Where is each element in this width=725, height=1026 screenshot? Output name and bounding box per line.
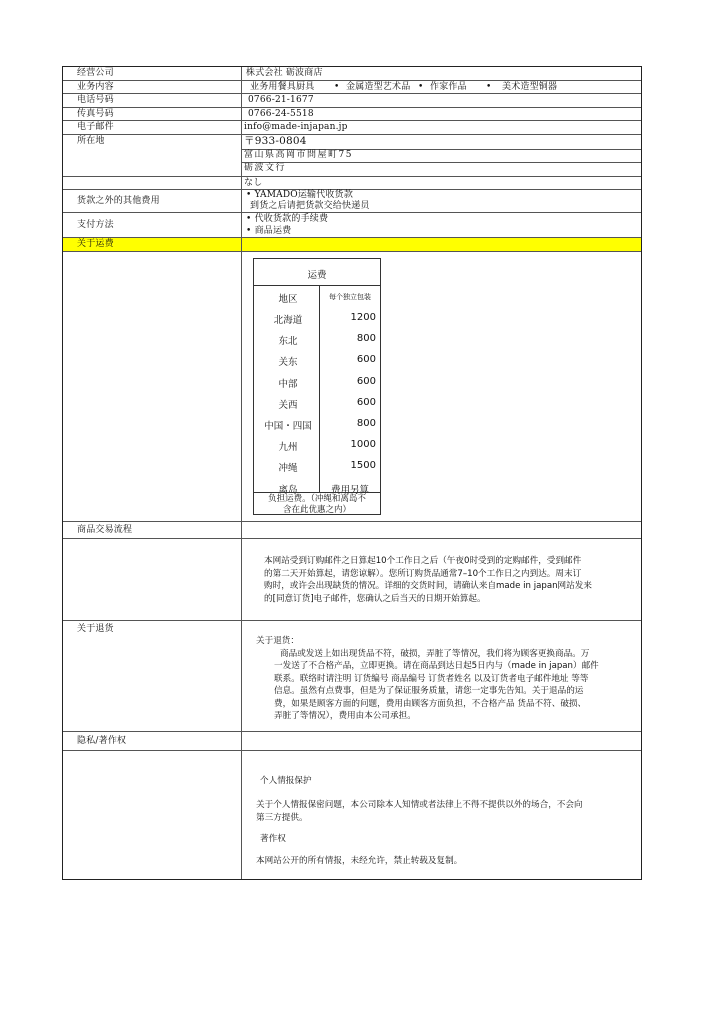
none-value: なし [244, 178, 263, 188]
row-address [63, 135, 641, 176]
row-payment [63, 213, 641, 238]
company-label: 经营公司 [77, 68, 114, 78]
row-business [63, 81, 641, 94]
fee-row-price: 1500 [350, 460, 376, 472]
fee-table-note-line: 含在此优惠之内） [282, 505, 351, 515]
phone-label: 电话号码 [77, 95, 114, 105]
flow-label: 商品交易流程 [77, 525, 133, 535]
business-item: 美术造型铜器 [502, 82, 558, 92]
flow-line: 本网站受到订购邮件之日算起10个工作日之后（午夜0时受到的定购邮件，受到邮件 [264, 556, 582, 566]
row-privacy-content [63, 751, 641, 879]
address-line2: 砺波文行 [244, 163, 287, 173]
row-none [63, 176, 641, 190]
company-value: 株式会社 砺波商店 [246, 68, 323, 78]
payment-line1: • 代收货款的手续费 [246, 214, 329, 224]
returns-line: 联系。联络时请注明 订货编号 商品编号 订货者姓名 以及订货者电子邮件地址 等等 [274, 673, 589, 684]
address-label: 所在地 [77, 136, 105, 146]
email-label: 电子邮件 [77, 122, 114, 132]
flow-line: 购时，或许会出现缺货的情况。详细的交货时间，请确认来自made in japan网站发来 [264, 581, 592, 591]
business-item: 金属造型艺术品 [346, 82, 411, 92]
fee-row-region: 关西 [278, 399, 298, 411]
fee-row-region: 离岛 [278, 484, 298, 496]
flow-line: 的[同意订货]电子邮件，您确认之后当天的日期开始算起。 [264, 593, 486, 604]
fax-label: 传真号码 [77, 109, 114, 119]
privacy-heading-copyright: 著作权 [260, 834, 286, 844]
other-fees-label: 货款之外的其他费用 [77, 196, 160, 206]
privacy-text-line: 第三方提供。 [256, 812, 308, 823]
fee-table-col-region: 地区 [278, 294, 298, 305]
row-flow-content [63, 539, 641, 621]
fee-table-note [258, 494, 376, 516]
fee-row-region: 东北 [278, 336, 298, 348]
fee-row-price: 600 [356, 396, 376, 408]
fee-row-region: 冲绳 [278, 463, 298, 475]
privacy-copyright-text: 本网站公开的所有情报，未经允许，禁止转载及复制。 [256, 856, 463, 866]
row-flow-header [63, 522, 641, 539]
business-bullet: • [418, 82, 424, 92]
shipping-fee-table [253, 258, 381, 515]
returns-line: 一发送了不合格产品，立即更换。请在商品到达日起5日内与（made in japan）邮件 [274, 661, 599, 671]
fee-row-region: 中国・四国 [264, 421, 312, 432]
payment-line2: • 商品运费 [246, 226, 292, 236]
fax-value: 0766-24-5518 [248, 109, 314, 119]
shipping-label: 关于运费 [77, 239, 114, 249]
row-phone [63, 94, 641, 108]
business-bullet: • [486, 82, 492, 92]
row-shipping-header [63, 238, 641, 252]
privacy-heading-personal: 个人情报保护 [260, 776, 312, 786]
row-email [63, 121, 641, 135]
fee-table-title: 运费 [307, 270, 327, 281]
returns-line: 商品或发送上如出现货品不符，破损，弄脏了等情况，我们将为顾客更换商品。万 [280, 648, 590, 659]
privacy-label: 隐私/著作权 [77, 736, 127, 746]
phone-value: 0766-21-1677 [248, 95, 314, 105]
fee-row-price: 600 [356, 354, 376, 366]
returns-label: 关于退货 [77, 624, 114, 634]
row-privacy-header [63, 732, 641, 751]
row-returns [63, 621, 641, 732]
returns-line: 信息。虽然有点费事，但是为了保证服务质量，请您一定事先告知。关于退品的运 [274, 686, 584, 696]
privacy-text-line: 关于个人情报保密问题，本公司除本人知情或者法律上不得不提供以外的场合，不会向 [256, 800, 583, 810]
returns-line: 费，如果是顾客方面的问题，费用由顾客方面负担，不合格产品 货品不符、破损、 [274, 698, 587, 709]
row-fax [63, 108, 641, 121]
fee-row-price: 1000 [350, 439, 376, 451]
returns-heading: 关于退货： [256, 636, 299, 646]
address-postal: 〒933-0804 [244, 135, 307, 147]
fee-table-col-price: 每个独立包装 [329, 293, 371, 301]
fee-row-region: 九州 [278, 442, 298, 454]
fee-row-region: 北海道 [273, 315, 303, 326]
fee-row-price: 600 [356, 375, 376, 387]
fee-row-price: 800 [356, 418, 376, 429]
fee-row-price: 800 [356, 333, 376, 345]
returns-line: 弄脏了等情况），费用由本公司承担。 [274, 711, 416, 721]
other-fees-line2: 到货之后请把货款交给快递员 [250, 201, 370, 211]
address-line1: 富山県高岡市問屋町75 [244, 150, 353, 160]
email-value[interactable]: info@made-injapan.jp [244, 122, 348, 132]
flow-line: 的第二天开始算起，请您谅解）。您所订购货品通常7–10个工作日之内到达。周末订 [264, 568, 582, 579]
business-bullet: • [334, 82, 340, 92]
fee-row-price: 费用另算 [330, 484, 369, 496]
business-item: 作家作品 [430, 82, 467, 92]
payment-label: 支付方法 [77, 220, 114, 230]
row-company [63, 67, 641, 81]
row-other-fees [63, 190, 641, 213]
fee-table-note-line: 负担运费。（冲绳和离岛不 [268, 494, 366, 504]
fee-row-region: 关东 [278, 357, 298, 369]
fee-row-region: 中部 [278, 378, 298, 390]
business-label: 业务内容 [77, 82, 114, 92]
fee-row-price: 1200 [350, 312, 376, 323]
other-fees-line1: • YAMADO运输代收货款 [246, 190, 354, 200]
business-item: 业务用餐具厨具 [250, 82, 315, 92]
